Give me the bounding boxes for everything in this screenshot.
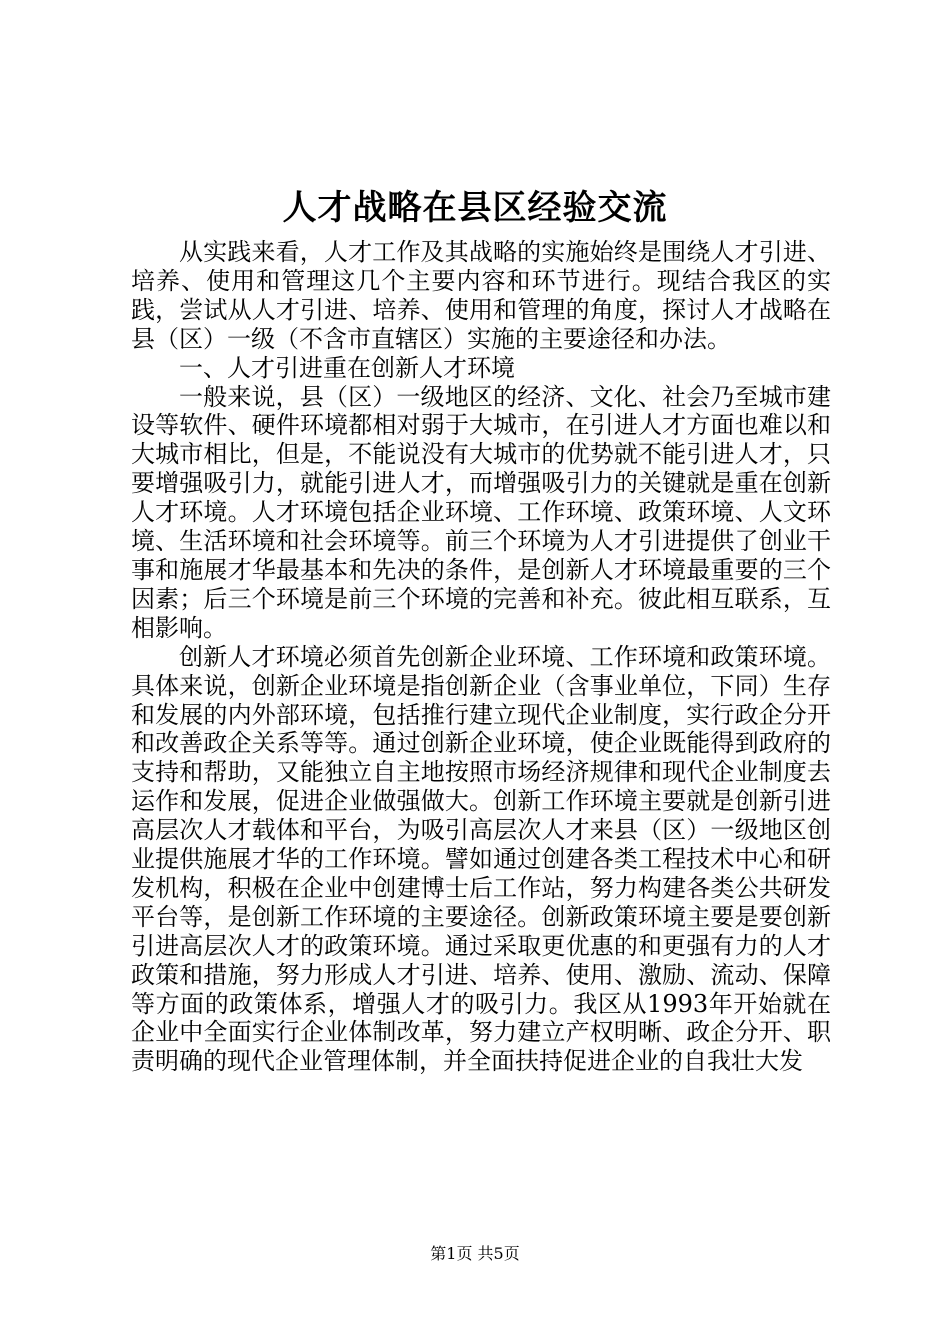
page-number: 第1页 共5页: [430, 1244, 520, 1263]
document-title: 人才战略在县区经验交流: [282, 188, 668, 228]
paragraph-intro: 从实践来看，人才工作及其战略的实施始终是围绕人才引进、培养、使用和管理这几个主要内容和环节进行。现结合我区的实践，尝试从人才引进、培养、使用和管理的角度，探讨人才战略在县（区）一级（不含市直辖区）实施的主要途径和办法。: [131, 238, 831, 353]
paragraph-environment: 一般来说，县（区）一级地区的经济、文化、社会乃至城市建设等软件、硬件环境都相对弱于大城市，在引进人才方面也难以和大城市相比，但是，不能说没有大城市的优势就不能引进人才，只要增强吸引力，就能引进人才，而增强吸引力的关键就是重在创新人才环境。人才环境包括企业环境、工作环境、政策环境、人文环境、生活环境和社会环境等。前三个环境为人才引进提供了创业干事和施展才华最基本和先决的条件，是创新人才环境最重要的三个因素；后三个环境是前三个环境的完善和补充。彼此相互联系，互相影响。: [131, 382, 831, 642]
document-body: [131, 238, 831, 1076]
section-heading: 一、人才引进重在创新人才环境: [179, 353, 515, 382]
paragraph-innovation: 创新人才环境必须首先创新企业环境、工作环境和政策环境。具体来说，创新企业环境是指创新企业（含事业单位，下同）生存和发展的内外部环境，包括推行建立现代企业制度，实行政企分开和改善政企关系等等。通过创新企业环境，使企业既能得到政府的支持和帮助，又能独立自主地按照市场经济规律和现代企业制度去运作和发展，促进企业做强做大。创新工作环境主要就是创新引进高层次人才载体和平台，为吸引高层次人才来县（区）一级地区创业提供施展才华的工作环境。譬如通过创建各类工程技术中心和研发机构，积极在企业中创建博士后工作站，努力构建各类公共研发平台等，是创新工作环境的主要途径。创新政策环境主要是要创新引进高层次人才的政策环境。通过采取更优惠的和更强有力的人才政策和措施，努力形成人才引进、培养、使用、激励、流动、保障等方面的政策体系，增强人才的吸引力。我区从1993年开始就在企业中全面实行企业体制改革，努力建立产权明晰、政企分开、职责明确的现代企业管理体制，并全面扶持促进企业的自我壮大发: [131, 642, 831, 1076]
